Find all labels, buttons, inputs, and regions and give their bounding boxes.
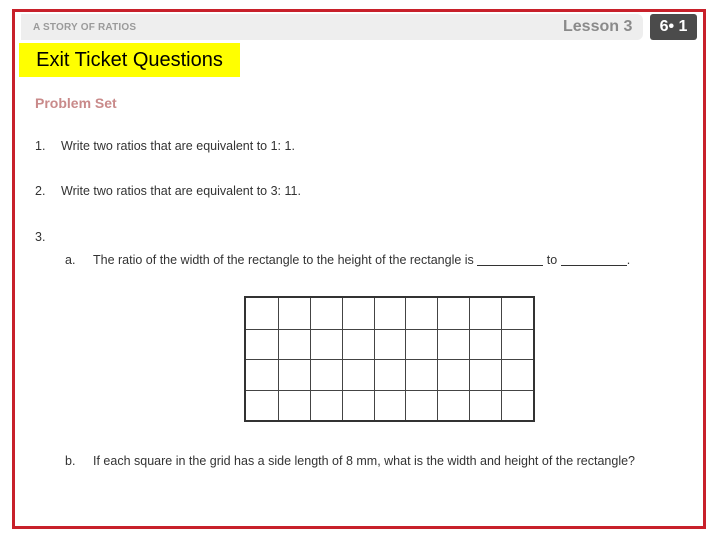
question-1-text: Write two ratios that are equivalent to 1: 1.	[61, 139, 295, 153]
question-3a-end: .	[626, 253, 631, 267]
exit-ticket-banner: Exit Ticket Questions	[19, 43, 240, 77]
question-2-text: Write two ratios that are equivalent to 3: 11.	[61, 184, 301, 198]
grid-row-line	[246, 390, 533, 391]
grid-row-line	[246, 329, 533, 330]
question-3b-text: If each square in the grid has a side length of 8 mm, what is the width and height of the rectangle?	[93, 454, 635, 468]
question-3a-text: The ratio of the width of the rectangle to the height of the rectangle is	[93, 253, 474, 267]
slide-frame	[12, 9, 706, 529]
grade-badge: 6• 1	[650, 14, 697, 40]
question-1-number: 1.	[35, 139, 46, 153]
header-divider	[643, 14, 646, 40]
question-3-number: 3.	[35, 230, 46, 244]
series-title: A STORY OF RATIOS	[33, 22, 137, 33]
question-3a-label: a.	[65, 253, 76, 267]
question-2-number: 2.	[35, 184, 46, 198]
height-answer-blank[interactable]	[561, 253, 627, 266]
question-3b-label: b.	[65, 454, 76, 468]
rectangle-grid	[244, 296, 535, 422]
problem-set-title: Problem Set	[35, 95, 117, 111]
question-3a-to: to	[546, 253, 558, 267]
lesson-label: Lesson 3	[563, 18, 633, 35]
grid-row-line	[246, 359, 533, 360]
question-3a-line	[93, 253, 630, 267]
width-answer-blank[interactable]	[477, 253, 543, 266]
